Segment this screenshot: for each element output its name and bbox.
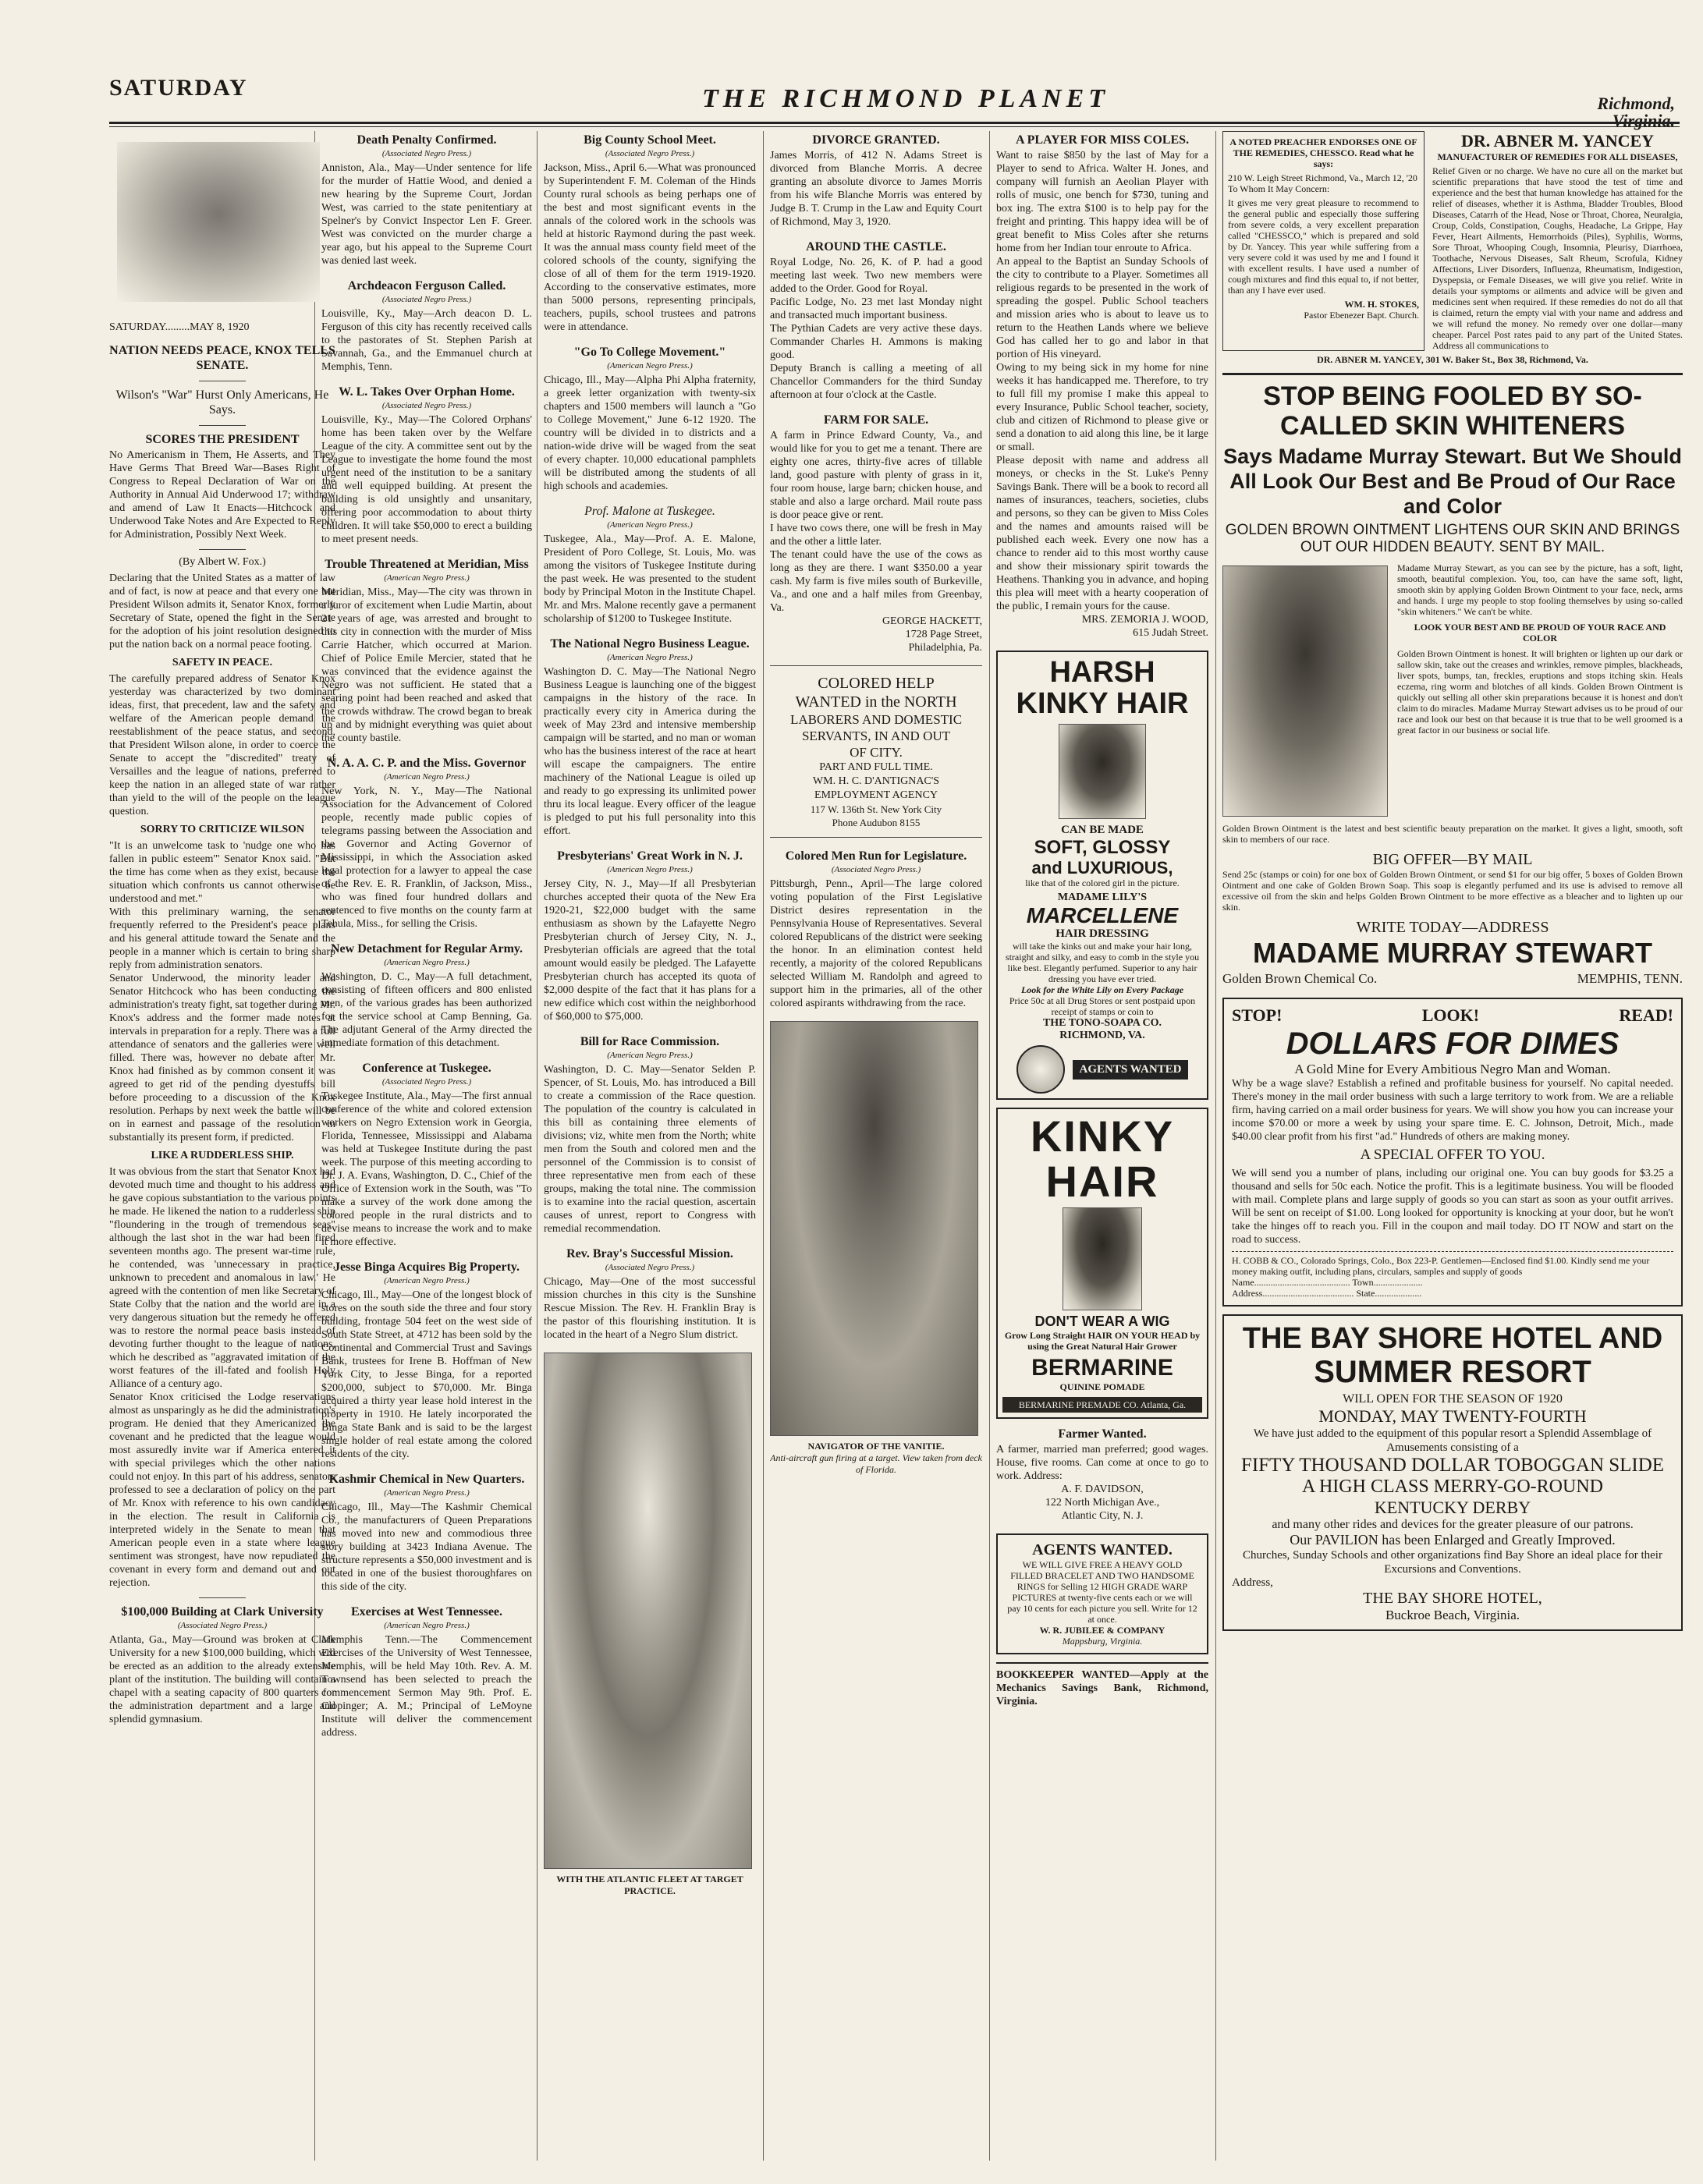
bookkeeper-ad: BOOKKEEPER WANTED—Apply at the Mechanics Savings Bank, Richmond, Virginia.	[996, 1662, 1208, 1708]
ad-line: WILL OPEN FOR THE SEASON OF 1920	[1343, 1392, 1563, 1406]
ad-date: MONDAY, MAY TWENTY-FOURTH	[1318, 1406, 1587, 1426]
ad-city: Mappsburg, Virginia.	[1062, 1636, 1143, 1647]
ad-city: RICHMOND, VA.	[1059, 1030, 1145, 1041]
ad-line: WANTED in the NORTH	[795, 693, 957, 711]
article-headline: DIVORCE GRANTED.	[812, 133, 940, 147]
paragraph: Washington, D. C., May—A full detachment, consisting of fifteen officers and 800 enlisted men, of the various grades has been authorized for the service school at Camp Benning, Ga. The adjutant General of the Army directed the immediate formation of this detachment.	[321, 971, 532, 1049]
column-2	[321, 131, 532, 2161]
ad-offer: BIG OFFER—BY MAIL	[1372, 851, 1533, 868]
marcellene-ad	[996, 651, 1208, 1100]
article	[321, 1260, 532, 1461]
ad-offer: A SPECIAL OFFER TO YOU.	[1360, 1147, 1545, 1163]
byline: (American Negro Press.)	[607, 865, 693, 874]
paragraph: Jersey City, N. J., May—If all Presbyterian churches accepted their quota of the New Era 1920-21, $22,000 budget with the same enthusiasm as shown by the Lafayette Negro Presbyterian church of Jersey City, N. J., Presbyterian officials are agreed that the total amount would easily be pledged. The Lafayette Presbyterian church has accepted its quota of $2,000 despite of the fact that it has plans for a new edifice which cost within the neighborhood of $60,000 to $75,000.	[544, 878, 756, 1023]
paragraph: James Morris, of 412 N. Adams Street is divorced from Blanche Morris. A decree granting an absolute divorce to James Morris from his wife Blanche Morris was entered by Judge B. T. Crump in the Law and Equity Court of Richmond, May 3, 1920.	[770, 150, 982, 228]
byline: (Associated Negro Press.)	[381, 295, 472, 304]
subhead-sorry: SORRY TO CRITICIZE WILSON	[140, 824, 305, 835]
article-headline: Prof. Malone at Tuskegee.	[584, 505, 715, 518]
column-4	[770, 131, 982, 2161]
article-headline: The National Negro Business League.	[550, 637, 750, 651]
subhead-rudderless: LIKE A RUDDERLESS SHIP.	[151, 1150, 294, 1161]
bay-shore-hotel-ad	[1222, 1314, 1683, 1631]
ad-tagline: GOLDEN BROWN OINTMENT LIGHTENS OUR SKIN AND BRINGS OUT OUR HIDDEN BEAUTY. SENT BY MAIL.	[1225, 522, 1680, 555]
article-headline: FARM FOR SALE.	[823, 413, 929, 427]
subhead-safety: SAFETY IN PEACE.	[172, 657, 273, 668]
paragraph: With this preliminary warning, the senator frequently referred to the President's peace plans and his general attitude toward the Senate and the people in a manner which is certain to bring sharp reply from administration senators.	[109, 906, 335, 971]
article	[321, 1472, 532, 1594]
article-headline: A PLAYER FOR MISS COLES.	[1015, 133, 1190, 147]
ad-body: Relief Given or no charge. We have no cure all on the market but scientific preparations that have stood the test of time and experience and the best that human knowledge has attained for the relief of diseases, whether it is Asthma, Bladder Troubles, Blood Diseases, Catarrh of the Head, Nose or Throat, Chorea, Neuralgia, Croup, Colds, Constipation, Coughs, Headache, La Grippe, Hay Fever, Heart Ailments, Hemorrhoids (Piles), Syphilis, Worms, Sore Throat, Whooping Cough, Insomnia, Pleurisy, Diarrhoea, Toothache, Nervous Diseases, Salt Rheum, Scrofula, Kidney Affections, Liver Disorders, Influenza, Rheumatism, Indigestion, Dyspepsia, or Female Diseases, we will give you relief. Write in details your symptoms or ailments and advice will be given and medicines sent when required. If these remedies do not do all that is claimed, return the empty vial with your name and address and we will refund the money. No remedy over one dollar—many cheaper. Parcel Post rates paid to any part of the United States. Address all communications to	[1432, 165, 1683, 351]
photo-subcaption: Anti-aircraft gun firing at a target. View taken from deck of Florida.	[770, 1452, 982, 1475]
ad-notice: STOP!	[1232, 1005, 1283, 1025]
paragraph: Memphis Tenn.—The Commencement Exercises of the University of West Tennessee, Memphis, will be held May 10th. Rev. A. M. Townsend has been selected to preach the commencement Sermon May 9th. Prof. E. Clopinger; A. M.; Principal of LeMoyne Institute will deliver the commencement address.	[321, 1634, 532, 1739]
article	[544, 1246, 756, 1342]
byline: (Associated Negro Press.)	[381, 401, 472, 410]
ad-line: SOFT, GLOSSY	[1034, 837, 1171, 858]
ad-line: Address,	[1232, 1576, 1273, 1589]
masthead-day: SATURDAY	[109, 75, 248, 101]
headline-scores: SCORES THE PRESIDENT	[145, 433, 300, 446]
ad-name: MADAME MURRAY STEWART	[1252, 937, 1652, 969]
masthead-paper-title: THE RICHMOND PLANET	[702, 84, 1110, 113]
ad-line: Churches, Sunday Schools and other organizations find Bay Shore an ideal place for their Excursions and Conventions.	[1243, 1549, 1662, 1576]
byline: (American Negro Press.)	[384, 958, 470, 967]
signature: MRS. ZEMORIA J. WOOD,	[1081, 614, 1208, 626]
paragraph: New York, N. Y., May—The National Association for the Advancement of Colored people, recently made public copies of telegrams passing between the Association and the Governor and Acting Governor of Mississippi, in which the Association asked legal protection for a lawyer to appeal the case of the Rev. E. R. Franklin, of Jackson, Miss., who was fined four hundred dollars and sentenced to five months on the county farm at Tehula, Miss., for selling the Crisis.	[321, 785, 532, 930]
paragraph: Please deposit with name and address all moneys, or checks in the St. Luke's Penny Savings Bank. There will be a book to record all names of insurances, teachers, societies, clubs and persons, so they can be given to Miss Coles and the names and amounts raised will be published each week. Every one now has a chance to render aid to this most worthy cause and show their missionary spirit towards the Heathens. Thanking you in advance, and hoping this plea will meet with a hearty cooperation of the public, I remain yours for the cause.	[996, 455, 1208, 612]
ad-brand: BERMARINE	[1031, 1355, 1173, 1381]
byline: (Associated Negro Press.)	[831, 865, 921, 874]
ad-line: FIFTY THOUSAND DOLLAR TOBOGGAN SLIDE	[1240, 1455, 1665, 1476]
paragraph: Washington D. C. May—The National Negro Business League is launching one of the biggest campaigns in the history of the race. In practically every city in America during the week of May 23rd and intensive membership campaign will be started, and no man or woman who has the business interest of the race at heart will escape the campaigners. The entire machinery of the National League is oiled up and ready to go expressing its unlimited power thru its local league. Every officer of the league is pledged to put his full personality into this effort.	[544, 666, 756, 837]
ad-company: THE TONO-SOAPA CO.	[1042, 1017, 1162, 1029]
ad-line: LABORERS AND DOMESTIC	[789, 712, 963, 727]
paragraph: Meridian, Miss., May—The city was thrown in a furor of excitement when Ludie Martin, about 21 years of age, was arrested and brought to this city in connection with the murder of Miss Carrie Hatcher, which occurred at Marion. Chief of Police Emile Mercier, stated that he was convinced that the evidence against the Negro was not sufficient. He stated that a searing point had been reached and asked that the crowds withdraw. The crowd began to break up and by midnight everything was quiet about the county bastile.	[321, 587, 532, 744]
ad-body: Send 25c (stamps or coin) for one box of Golden Brown Ointment, or send $1 for our big offer, 5 boxes of Golden Brown Ointment and one cake of Golden Brown Soap. This soap is elegantly perfumed and its use is advised to remove all excessive oil from the skin and helps Golden Brown Ointment to be more effective as a bleacher and to lighten up our skin.	[1222, 869, 1683, 913]
paragraph: Atlanta, Ga., May—Ground was broken at Clark University for a new $100,000 building, which will be erected as an addition to the already extensive plant of the institution. The building will contain a chapel with a seating capacity of 800 quarters for the administration department and a large and splendid gymnasium.	[109, 1634, 335, 1725]
ad-body: will take the kinks out and make your hair long, straight and silky, and easy to comb in the style you like best. Elegantly perfumed. Superior to any hair dressing you have ever tried.	[1005, 941, 1200, 984]
photo-caption: WITH THE ATLANTIC FLEET AT TARGET PRACTICE.	[556, 1874, 743, 1896]
paragraph: Jackson, Miss., April 6.—What was pronounced by Superintendent F. M. Coleman of the Hinds County rural schools as being perhaps one of the best and most significant events in the annals of the colored work in the schools was held at historic Raymond during the past week. It was the annual mass county field meet of the colored schools of the county, signifying the close of all of them for the term 1919-1920. According to the conservative estimates, more than 5000 persons, representing principals, teachers, pupils, school trustees and patrons were in attendance.	[544, 162, 756, 333]
ad-headline: THE BAY SHORE HOTEL AND	[1242, 1322, 1663, 1355]
navigator-photo	[770, 1021, 978, 1436]
yancey-address: DR. ABNER M. YANCEY, 301 W. Baker St., Box 38, Richmond, Va.	[1317, 354, 1588, 365]
column-1	[109, 131, 335, 2161]
article	[321, 1604, 532, 1739]
paragraph: Declaring that the United States as a matter of law and of fact, is now at peace and that every one but President Wilson admits it, Senator Knox, formerly Secretary of State, opened the fight in the Senate for the adoption of his joint resolution designed to put the nation back on a normal peace footing.	[109, 573, 335, 651]
remedy-ads-row	[1222, 131, 1683, 351]
signature-line: Buckroe Beach, Virginia.	[1385, 1608, 1520, 1622]
article-headline: Colored Men Run for Legislature.	[785, 849, 967, 863]
ad-body: We have just added to the equipment of this popular resort a Splendid Assemblage of Amusements consisting of a	[1253, 1427, 1652, 1454]
ad-body: We will send you a number of plans, including our original one. You can buy goods for $3.25 a thousand and sells for 50c each. Notice the profit. This is a legitimate business. You will be flooded with mail. Complete plans and large supply of goods so you can start as soon as your outfit arrives. Will be sent on receipt of $1.00. Long looked for opportunity is knocking at your door, but he won't take the hinges off to reach you. Fill in the coupon and mail today. DO IT NOW and start on the road to success.	[1232, 1168, 1673, 1246]
ad-city: MEMPHIS, TENN.	[1577, 971, 1683, 986]
paragraph: It was obvious from the start that Senator Knox had devoted much time and thought to his address and he gave copious substantiation to the various points he made. He likened the nation to a rudderless ship "floundering in the trough of tremendous seas" although the last shot in the war had been fired seventeen months ago. The present war-time rule, he contended, was 'unnecessary in practice, unknown to precedent and anomalous in law.' He agreed with the contention of men like Secretary of State Colby that the nation and the world are in a very dangerous situation but the remedy he offered was to restore the normal peace basis instead of devoting further thought to the league of nations, which he described as "aggravated imitation of the worst features of the ill-fated and foolish Holy Alliance of a century ago.	[109, 1166, 335, 1390]
article-headline: Exercises at West Tennessee.	[350, 1605, 503, 1618]
ad-company-row	[1222, 971, 1683, 987]
signature-line: 1728 Page Street,	[905, 629, 982, 640]
ad-line: DON'T WEAR A WIG	[1034, 1314, 1170, 1329]
ad-coupon: H. COBB & CO., Colorado Springs, Colo., Box 223-P. Gentlemen—Enclosed find $1.00. Kindly send me your money making outfit, including plans, circulars, samples and supply of goods	[1232, 1251, 1673, 1277]
column-rule	[989, 131, 990, 2161]
column-rule	[763, 131, 764, 2161]
column-rule	[1215, 131, 1216, 2161]
article	[996, 133, 1208, 640]
article	[321, 1061, 532, 1249]
article	[544, 345, 756, 493]
ad-headline: DR. ABNER M. YANCEY	[1460, 131, 1655, 151]
paragraph: Washington, D. C. May—Senator Selden P. Spencer, of St. Louis, Mo. has introduced a Bill to create a commission of the Race question. The population of the country is calculated in this bill as containing three elements of divisions; viz, white men from the North; white men from the South and colored men and the personnel of the Commission is to consist of three representative men from each of these groups, making the total nine. The commission is to examine into the racial question, ascertain causes of unrest, report to Congress with remedial recommendation.	[544, 1064, 756, 1235]
lily-seal-icon	[1016, 1045, 1065, 1094]
ad-headline: DOLLARS FOR DIMES	[1286, 1026, 1620, 1061]
article-headline: N. A. A. C. P. and the Miss. Governor	[327, 757, 527, 770]
agents-wanted-badge: AGENTS WANTED	[1073, 1060, 1187, 1080]
column-6	[1222, 131, 1683, 2161]
madame-stewart-portrait	[1222, 566, 1388, 817]
preacher-endorsement-ad	[1222, 131, 1424, 351]
ad-headline: KINKY	[1030, 1112, 1175, 1161]
byline: (Associated Negro Press.)	[605, 1263, 695, 1272]
article-headline: Death Penalty Confirmed.	[357, 133, 497, 147]
paragraph: The tenant could have the use of the cows as long as they are there. I want $350.00 a year cash. My farm is five miles south of Burkeville, Va., and one and a half miles from Greenbay, Va.	[770, 549, 982, 614]
column-5	[996, 131, 1208, 2161]
paragraph: A farm in Prince Edward County, Va., and would like for you to get me a tenant. There are eighty one acres, thirty-five acres of tillable land, good pasture with plenty of grass in it, four room house, large barn; chicken house, and stable and also a large orchard. Mail route pass is door peace give or rent.	[770, 430, 982, 521]
paragraph: Chicago, Ill., May—One of the longest block of stores on the south side the three and four story building, frontage 504 feet on the west side of South State Street, at 4712 has been sold by the Continental and Commercial Trust and Savings Bank, trustees for Irene B. Hoffman of New York City, to Jesse Binga, for a reported $200,000, subject to $70,000. Mr. Binga acquired a thirty year lease hold interest in the property in 1910. He lately incorporated the Binga State Bank and is said to be the largest single holder of real estate among the colored residents of the city.	[321, 1289, 532, 1460]
agents-wanted-ad	[996, 1533, 1208, 1654]
ad-notice: READ!	[1619, 1005, 1673, 1025]
signature: THE BAY SHORE HOTEL,	[1363, 1590, 1542, 1607]
ad-brand: MARCELLENE	[1026, 903, 1179, 927]
paragraph: A farmer, married man preferred; good wages. House, five rooms. Can come at once to go to work. Address:	[996, 1444, 1208, 1482]
masthead-state: Virginia.	[1612, 111, 1675, 130]
ad-line: Price 50c at all Drug Stores or sent postpaid upon receipt of stamps or coin to	[1009, 995, 1196, 1017]
signature-line: Philadelphia, Pa.	[908, 642, 982, 654]
byline: (American Negro Press.)	[384, 573, 470, 583]
ad-body: Golden Brown Ointment is honest. It will brighten or lighten up our dark or sallow skin, take out the creases and wrinkles, remove pimples, blackheads, liver spots, bumps, tan, freckles, eruptions and stops itching skin. Heals eczema, ring worm and blotches of all kinds. Golden Brown Ointment is quickly out selling all other skin preparations because it is honest and don't claim to do miracles. Madame Murray Stewart advises us to be proud of our race and look our best on that because it is true that to be well groomed is a great factor in our business or social life.	[1397, 648, 1683, 736]
signature-line: 615 Judah Street.	[1133, 627, 1208, 639]
ad-brand: HAIR DRESSING	[1056, 927, 1149, 940]
ad-body: WE WILL GIVE FREE A HEAVY GOLD FILLED BRACELET AND TWO HANDSOME RINGS for Selling 12 HIGH GRADE WARP PICTURES at twenty-five cents each or we will pay 10 cents for each picture you sell. Write for 12 at once.	[1007, 1559, 1197, 1625]
ad-headline: SUMMER RESORT	[1314, 1355, 1591, 1389]
article	[321, 133, 532, 268]
paragraph: Chicago, May—One of the most successful mission churches in this city is the Sunshine Rescue Mission. The Rev. H. Franklin Bray is the pastor of this flourishing institution. It is located in the heart of a Negro Slum district.	[544, 1276, 756, 1341]
ad-headline: HARSH KINKY HAIR	[1016, 656, 1189, 720]
address-line: A. F. DAVIDSON,	[1061, 1484, 1144, 1495]
article-headline: Big County School Meet.	[584, 133, 716, 147]
fleet-target-practice-photo	[544, 1353, 752, 1869]
paragraph: Anniston, Ala., May—Under sentence for life for the murder of Hattie Wood, and denied a new hearing by the Supreme Court, Jordan West, was carried to the state penitentiary at Spelner's by Convict Inspector Len F. Greer. West was convicted on the murder charge a year ago, but his appeal to the Supreme Court was denied last week.	[321, 162, 532, 267]
ad-headline: A NOTED PREACHER ENDORSES ONE OF THE REMEDIES, CHESSCO. Read what he says:	[1229, 136, 1417, 169]
ad-line: Our PAVILION has been Enlarged and Greatly Improved.	[1290, 1532, 1616, 1548]
article	[544, 504, 756, 626]
byline: (Associated Negro Press.)	[177, 1621, 268, 1630]
ad-body: It gives me very great pleasure to recommend to the general public and especially those suffering from severe colds, a very excellent preparation called "CHESSCO," which is prepared and sold by Dr. Yancey. This year while suffering from a very severe cold it was used by me and I found it with excellent results. I have used a number of cough mixtures and find this equal to, if not better, than any I have ever used.	[1228, 197, 1419, 296]
byline: (American Negro Press.)	[607, 361, 693, 370]
ad-notice-bar	[1232, 1005, 1673, 1026]
coupon-name-field: Name......................................... Town.....................	[1232, 1277, 1423, 1288]
ad-body: Why be a wage slave? Establish a refined and profitable business for yourself. No capital needed. There's money in the mail order business with such a large territory to work from. We are a reliable firm, having carried on a mail order business for years. We will show you how you can increase your income $70.00 or more a week by using your spare time. E. C. Johnson, Detroit, Mich., made $40.00 clear profit from his first "ad." Hundreds of others are making money.	[1232, 1078, 1673, 1143]
article-headline: Conference at Tuskegee.	[362, 1062, 491, 1075]
article-headline: W. L. Takes Over Orphan Home.	[339, 385, 515, 399]
ad-line: Look for the White Lily on Every Package	[1020, 984, 1184, 995]
signature-line: Pastor Ebenezer Bapt. Church.	[1304, 310, 1419, 321]
byline: (American Negro Press.)	[384, 772, 470, 782]
article-headline: Rev. Bray's Successful Mission.	[566, 1247, 733, 1260]
bermarine-ad	[996, 1108, 1208, 1419]
signature: WM. H. STOKES,	[1344, 299, 1419, 310]
paragraph: "It is an unwelcome task to 'nudge one who has fallen in public esteem'" Senator Knox said. "But the time has come when as they exist, because the situation which confronts us cannot otherwise be understood and met."	[109, 840, 335, 905]
faded-emblem-image	[117, 142, 320, 302]
ad-caption: Golden Brown Ointment is the latest and best scientific beauty preparation on the market. It gives a light, smooth, soft skin to members of our race.	[1222, 823, 1683, 845]
column-3	[544, 131, 756, 2161]
ad-line: and LUXURIOUS,	[1031, 858, 1173, 878]
byline: (American Negro Press.)	[607, 653, 693, 662]
article-headline: Farmer Wanted.	[1058, 1427, 1147, 1441]
ad-line: EMPLOYMENT AGENCY	[814, 789, 938, 801]
paragraph: I have two cows there, one will be fresh in May and the other a little later.	[770, 523, 982, 548]
ad-line: like that of the colored girl in the picture.	[1025, 878, 1180, 888]
ad-body: Madame Murray Stewart, as you can see by the picture, has a soft, light, smooth, beautiful complexion. You, too, can have the same soft, light, smooth skin by applying Golden Brown Ointment to your face, neck, arms and hands. I urge my people to stop fooling themselves by using so-called "skin whiteners." We can't be white.	[1397, 562, 1683, 617]
woman-portrait-illustration	[1059, 724, 1146, 819]
separator	[199, 549, 246, 550]
paragraph: Chicago, Ill., May—Alpha Phi Alpha fraternity, a greek letter organization with twenty-six chapters and 1500 members will launch a "Go to College Movement," June 6-12 1920. The country will be divided in to districts and a nation-wide drive will be waged from the seat of every chapter. 10,000 educational pamphlets will be distributed among the students of all high schools and academies.	[544, 374, 756, 492]
column-rule	[537, 131, 538, 2161]
paragraph: Pacific Lodge, No. 23 met last Monday night and transacted much important business.	[770, 296, 982, 321]
paragraph: Tuskegee Institute, Ala., May—The first annual conference of the white and colored extension workers on Negro Extension work in Georgia, Florida, Tennessee, Mississippi and Alabama was held at Tuskegee Institute during the past week. The purpose of this meeting according to Dr. J. A. Evans, Washington, D. C., Chief of the Office of Extension work in the South, was "To make a survey of the work done among the colored people in the rural districts and to devise means to increase the work and to make it more effective.	[321, 1090, 532, 1248]
article	[770, 849, 982, 1010]
ad-company: BERMARINE PREMADE CO. Atlanta, Ga.	[1002, 1397, 1202, 1413]
paragraph: Pittsburgh, Penn., April—The large colored voting population of the First Legislative District desires representation in the Pennsylvania House of Representatives. Several colored Republicans of the district were seeking the honor. In an elimination contest held recently, a majority of the colored Republicans selected William M. Randolph and agreed to support him in the primaries, all of the other colored aspirants withdrawing from the race.	[770, 878, 982, 1009]
byline: (American Negro Press.)	[384, 1621, 470, 1630]
ad-company: W. R. JUBILEE & COMPANY	[1039, 1625, 1165, 1636]
article	[544, 133, 756, 334]
madame-stewart-ad	[1222, 373, 1683, 987]
paragraph: Chicago, Ill., May—The Kashmir Chemical Co., the manufacturers of Queen Preparations has moved into new and commodious three story building at 3423 Indiana Avenue. The structure represents a $50,000 investment and is located in one of the busiest thoroughfares on this side of the city.	[321, 1502, 532, 1593]
ad-headline: HAIR	[1045, 1157, 1159, 1206]
byline: (American Negro Press.)	[607, 1051, 693, 1060]
ad-notice: LOOK!	[1421, 1005, 1480, 1025]
article	[544, 636, 756, 838]
article	[770, 239, 982, 402]
ad-line: SERVANTS, IN AND OUT	[801, 729, 951, 743]
paragraph: Owing to my being sick in my home for nine weeks it has handicapped me. Therefore, to try to full fill my promise I make this appeal to every Insurance, Public School teacher, society, club and citizen of Richmond to please give or send a donation to aid along this line, be it large or small.	[996, 362, 1208, 453]
ad-line: A HIGH CLASS MERRY-GO-ROUND	[1301, 1477, 1604, 1497]
byline-fox: (By Albert W. Fox.)	[179, 556, 266, 568]
ad-headline: STOP BEING FOOLED BY SO-CALLED SKIN WHITENERS	[1263, 381, 1642, 441]
paragraph: The carefully prepared address of Senator Knox yesterday was characterized by two dominant ideas, first, that precedent, law and the safety and welfare of the American people demand the reestablishment of the peace status, and second, that President Wilson alone, in order to coerce the Senate to accept the "discredited" treaty of Versailles and the league of nations, preferred to keep the nation in an alleged state of war rather than yield to the will of the people on the league question.	[109, 673, 335, 817]
paragraph: Want to raise $850 by the last of May for a Player to send to Africa. Walter H. Jones, and company will furnish an Aeolian Player with rolls of music, one bench for $730, tuning and box ing. The extra $100 is to help pay for the freight and printing. This happy idea will be of great benefit to Miss Coles after she returns home from her Indian tour enroute to Africa.	[996, 150, 1208, 254]
article	[544, 1034, 756, 1236]
article-headline: Trouble Threatened at Meridian, Miss	[325, 558, 529, 571]
ad-line: WM. H. C. D'ANTIGNAC'S	[812, 775, 940, 787]
masthead-city: Richmond,	[1597, 94, 1675, 113]
ad-line: 117 W. 136th St. New York City	[810, 803, 942, 815]
paragraph: Louisville, Ky., May—Arch deacon D. L. Ferguson of this city has recently received calls to the pastorates of St. Stephen Parish at Savannah, Ga., and the Emmanuel church at Memphis, Tenn.	[321, 308, 532, 373]
separator	[199, 1597, 246, 1598]
article-headline: Presbyterians' Great Work in N. J.	[557, 849, 743, 863]
photo-caption: NAVIGATOR OF THE VANITIE.	[807, 1441, 945, 1452]
paragraph: Tuskegee, Ala., May—Prof. A. E. Malone, President of Poro College, St. Louis, Mo. was among the visitors of Tuskegee Institute during the past week. He was presented to the student body by Principal Moton in the Institute Chapel. Mr. and Mrs. Malone recently gave a permanent scholarship of $1200 to Tuskegee Institute.	[544, 534, 756, 625]
article	[321, 756, 532, 931]
byline: (American Negro Press.)	[384, 1276, 470, 1285]
coupon-address-field: Address....................................... State....................	[1232, 1288, 1422, 1299]
separator	[199, 425, 246, 426]
ad-line: CAN BE MADE	[1061, 824, 1144, 836]
address-line: Atlantic City, N. J.	[1061, 1510, 1144, 1522]
article-headline: "Go To College Movement."	[573, 346, 726, 359]
long-hair-woman-illustration	[1063, 1207, 1142, 1310]
article-headline: Jesse Binga Acquires Big Property.	[333, 1260, 520, 1274]
ad-line: PART AND FULL TIME.	[819, 761, 933, 773]
article-headline: Archdeacon Ferguson Called.	[347, 279, 506, 292]
paragraph: Senator Knox criticised the Lodge reservations almost as unsparingly as he did the administration's program. He denied that they Americanized the covenant and he predicted that the league would most assuredly invite war if America entered it with special privileges which the other nations could not enjoy. In this part of his address, senators professed to see a declaration of policy on the part of Mr. Knox with reference to his own candidacy in the election. The result in California is interpreted widely in the Senate to mean that American people even in a state where league sentiment was strongest, have now repudiated the covenant in every form and demand out and out rejection.	[109, 1392, 335, 1589]
article	[321, 557, 532, 745]
article	[544, 849, 756, 1023]
subheadline-knox: Wilson's "War" Hurst Only Americans, He Says.	[115, 388, 329, 417]
ad-address: 210 W. Leigh Street Richmond, Va., March 12, '20 To Whom It May Concern:	[1228, 172, 1417, 194]
ad-line: and many other rides and devices for the greater pleasure of our patrons.	[1272, 1518, 1634, 1531]
headline-knox: NATION NEEDS PEACE, KNOX TELLS SENATE.	[109, 344, 335, 372]
dollars-for-dimes-ad	[1222, 998, 1683, 1306]
deck-knox: No Americanism in Them, He Asserts, and They Have Germs That Breed War—Bases Right of Congress to Repeal Declaration of War on the Authority in Annual Aid Underwood 17; withdraw and amend of Law It Enacts—Hitchcock and Underwood Take Notes and Are Expected to Reply for Administration, Possibly Next Week.	[109, 449, 335, 541]
ad-line: Grow Long Straight HAIR ON YOUR HEAD by using the Great Natural Hair Grower	[1004, 1330, 1201, 1352]
ad-line: Phone Audubon 8155	[832, 817, 921, 828]
paragraph: An appeal to the Baptist an Sunday Schools of the city to contribute to a Player. Sometimes all religious regards to be presented in the work of spreading the gospel. Public School teachers and mission aries who is about to leave us to return to the Heathen Lands where we believe God has called her to go and labor in that portion of His vineyard.	[996, 256, 1208, 360]
issue-date: SATURDAY.........MAY 8, 1920	[109, 321, 250, 333]
ad-company: Golden Brown Chemical Co.	[1222, 971, 1378, 986]
byline: (Associated Negro Press.)	[381, 149, 472, 158]
article	[321, 385, 532, 546]
article-headline: New Detachment for Regular Army.	[330, 942, 523, 956]
article-headline: Bill for Race Commission.	[580, 1035, 720, 1048]
ad-subheadline: MANUFACTURER OF REMEDIES FOR ALL DISEASES,	[1437, 151, 1678, 162]
ad-subheadline: A Gold Mine for Every Ambitious Negro Man and Woman.	[1294, 1062, 1611, 1076]
byline: (Associated Negro Press.)	[381, 1077, 472, 1087]
ad-line: OF CITY.	[850, 745, 903, 760]
paragraph: Senator Underwood, the minority leader and Senator Hitchcock who has been conducting the administration's treaty fight, sat together during Mr. Knox's address and the former made notes at intervals in preparation for a reply. There was a full attendance of senators and the galleries were well filled. There was, however no debate after Mr. Knox had finished as by common consent it was agreed to get rid of the pending dyestuffs bill before proceeding to a discussion of the Knox resolution. Perhaps by next week the battle will be on in earnest and passage of the resolution in substantially its present form, if predicted.	[109, 973, 335, 1143]
article	[321, 941, 532, 1050]
article	[321, 278, 532, 374]
ad-line: COLORED HELP	[818, 675, 935, 692]
ad-line: QUININE POMADE	[1059, 1381, 1145, 1392]
article	[770, 413, 982, 654]
ad-subheadline: LOOK YOUR BEST AND BE PROUD OF YOUR RACE AND COLOR	[1414, 622, 1666, 644]
yancey-ad	[1432, 131, 1683, 351]
paragraph: Louisville, Ky., May—The Colored Orphans' home has been taken over by the Welfare League of the city. A committee sent out by the League to investigate the home found the most urgent need of the institution to be a sanitary and well equipped building. At present the building is old unsightly and unsanitary, offering poor accommodation to about thirty children. It will take $50,000 to erect a building to meet present needs.	[321, 414, 532, 545]
article-headline: Kashmir Chemical in New Quarters.	[328, 1473, 525, 1486]
ad-brand: MADAME LILY'S	[1057, 892, 1148, 903]
ad-call-to-action: WRITE TODAY—ADDRESS	[1356, 919, 1549, 936]
paragraph: The Pythian Cadets are very active these days. Commander Charles H. Ammons is making good.	[770, 323, 982, 361]
byline: (American Negro Press.)	[384, 1488, 470, 1498]
signature: GEORGE HACKETT,	[882, 615, 982, 627]
ad-line: KENTUCKY DERBY	[1374, 1498, 1531, 1517]
byline: (Associated Negro Press.)	[605, 149, 695, 158]
byline: (American Negro Press.)	[607, 520, 693, 530]
ad-subheadline: Says Madame Murray Stewart. But We Should All Look Our Best and Be Proud of Our Race and Color	[1223, 445, 1682, 518]
article	[770, 133, 982, 229]
paragraph: Deputy Branch is calling a meeting of all Chancellor Commanders for the third Sunday afternoon at four o'clock at the Castle.	[770, 363, 982, 401]
article	[996, 1427, 1208, 1523]
stewart-body-block	[1222, 562, 1683, 821]
help-wanted-ad	[770, 665, 982, 838]
ad-headline: AGENTS WANTED.	[1032, 1541, 1173, 1558]
headline-clark: $100,000 Building at Clark University	[121, 1605, 324, 1618]
masthead-rule	[109, 122, 1680, 127]
marcellene-agents-row	[1002, 1045, 1202, 1094]
paragraph: Royal Lodge, No. 26, K. of P. had a good meeting last week. Two new members were added to the Order. Good for Royal.	[770, 257, 982, 295]
article-headline: AROUND THE CASTLE.	[806, 240, 946, 254]
address-line: 122 North Michigan Ave.,	[1045, 1497, 1160, 1509]
